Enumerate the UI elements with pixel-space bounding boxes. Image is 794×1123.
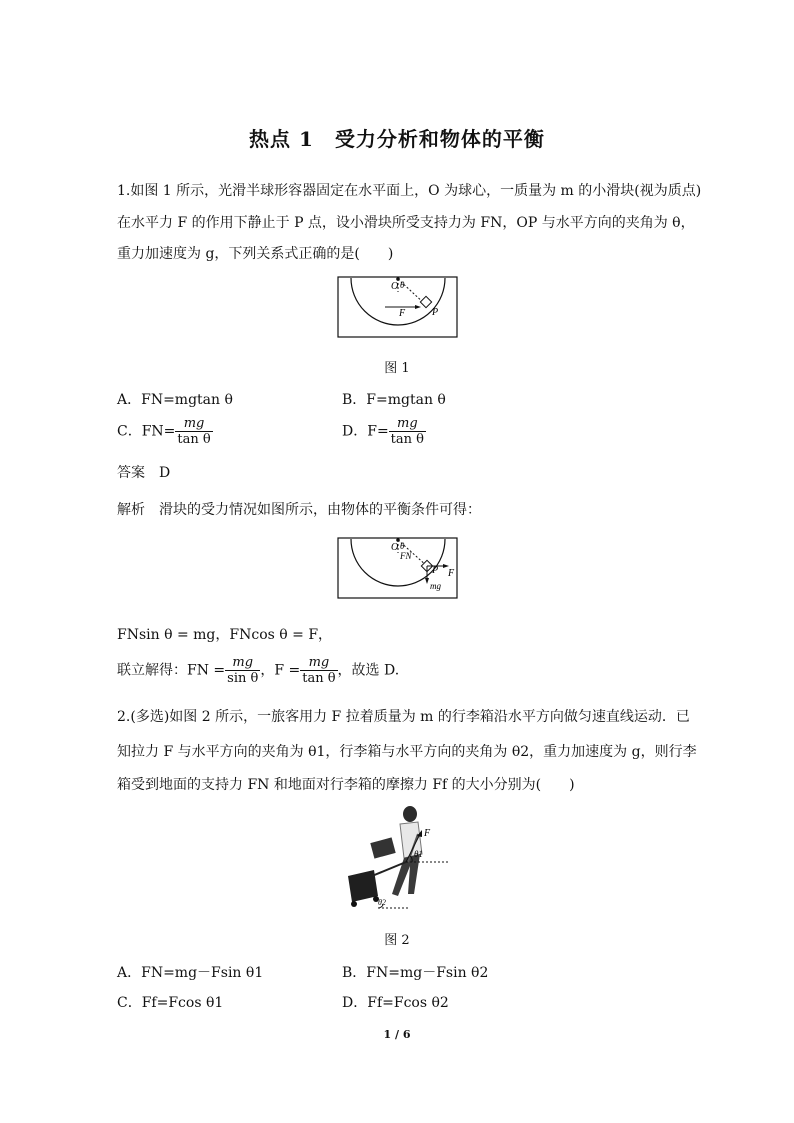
q1-option-d: D．F= $\frac{mg}{\text{tan θ}}$ [342, 416, 424, 447]
q2-stem-line1: 2.(多选)如图 2 所示，一旅客用力 F 拉着质量为 m 的行李箱沿水平方向做匀速直线运动．已 [117, 709, 690, 725]
fig1-label-p: P [432, 307, 439, 318]
page-number: 1 / 6 [383, 1028, 411, 1041]
fig1-label-f: F [399, 308, 406, 319]
figure-force-analysis-diagram [337, 537, 458, 599]
q2-stem-line2: 知拉力 F 与水平方向的夹角为 θ1，行李箱与水平方向的夹角为 θ2，重力加速度为 g，则行李 [117, 744, 697, 760]
fig1-label-o: O [391, 281, 399, 292]
fig1-label-theta: θ [400, 280, 405, 290]
q1-equation-2: 联立解得：FN = $\frac{mg}{\text{sin θ}}$ ，F = $\frac{mg}{\text{tan θ}}$ ，故选 D. [117, 655, 400, 686]
q1-option-c: C．FN= $\frac{mg}{\text{tan θ}}$ [117, 416, 211, 447]
fig-analysis-label-o: O [391, 542, 399, 553]
fig2-label-theta1: θ1 [414, 849, 423, 859]
q2-stem-line3: 箱受到地面的支持力 FN 和地面对行李箱的摩擦力 Ff 的大小分别为( ) [117, 777, 575, 793]
figure-1-hemisphere-diagram [337, 276, 458, 338]
fig2-label-f: F [424, 828, 431, 839]
fig-analysis-label-p: P [432, 565, 439, 576]
figure-2-traveler-illustration [342, 804, 454, 912]
figure-1-caption: 图 1 [384, 361, 410, 376]
q2-option-c: C．Ff=Fcos θ1 [117, 995, 224, 1011]
page-title: 热点 1 受力分析和物体的平衡 [249, 127, 545, 151]
q2-option-a: A．FN=mg－Fsin θ1 [117, 965, 264, 981]
q2-option-b: B．FN=mg－Fsin θ2 [342, 965, 489, 981]
q1-option-a: A．FN=mgtan θ [117, 392, 233, 408]
fig-analysis-label-mg: mg [430, 581, 441, 591]
q2-option-d: D．Ff=Fcos θ2 [342, 995, 449, 1011]
q1-option-b: B．F=mgtan θ [342, 392, 446, 408]
q1-stem-line2: 在水平力 F 的作用下静止于 P 点，设小滑块所受支持力为 FN，OP 与水平方向的夹角为 θ， [117, 215, 695, 231]
q1-stem-line1: 1.如图 1 所示，光滑半球形容器固定在水平面上，O 为球心，一质量为 m 的小滑块(视为质点) [117, 183, 702, 199]
q1-answer: 答案 D [117, 465, 171, 481]
fig-analysis-label-f: F [448, 568, 455, 579]
fig-analysis-label-theta: θ [400, 541, 405, 551]
q1-stem-line3: 重力加速度为 g，下列关系式正确的是( ) [117, 246, 394, 262]
q1-analysis: 解析 滑块的受力情况如图所示，由物体的平衡条件可得： [117, 502, 481, 518]
fig-analysis-label-fn: FN [400, 551, 412, 561]
figure-2-caption: 图 2 [384, 933, 410, 948]
q1-equation-1: FNsin θ = mg，FNcos θ = F， [117, 627, 333, 643]
fig2-label-theta2: θ2 [378, 898, 386, 907]
